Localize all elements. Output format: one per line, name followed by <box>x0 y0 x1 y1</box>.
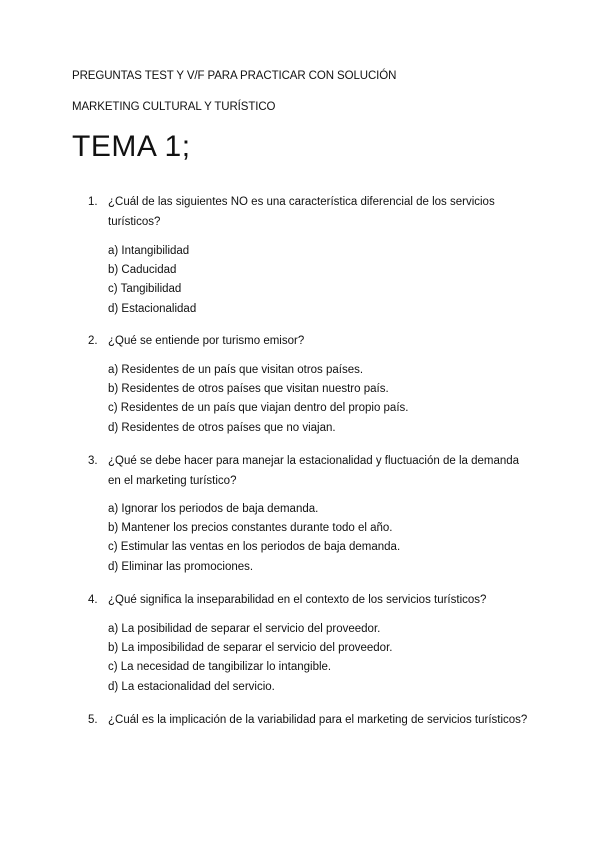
question-text: ¿Qué significa la inseparabilidad en el contexto de los servicios turísticos? <box>108 594 487 606</box>
question-text: ¿Cuál de las siguientes NO es una característica diferencial de los servicios turísticos? <box>108 196 495 228</box>
option: d) Residentes de otros países que no viajan. <box>108 421 336 434</box>
option: a) Intangibilidad <box>108 245 190 257</box>
question-text: ¿Qué se debe hacer para manejar la estacionalidad y fluctuación de la demanda en el marketing turístico? <box>108 455 520 487</box>
option: a) Residentes de un país que visitan otros países. <box>108 364 364 376</box>
question-number: 4. <box>88 594 98 606</box>
question-1-options <box>108 242 196 319</box>
option: c) La necesidad de tangibilizar lo intangible. <box>108 661 332 674</box>
question-number: 2. <box>88 335 98 347</box>
document-header-line2: MARKETING CULTURAL Y TURÍSTICO <box>72 101 276 113</box>
question-4-options <box>108 620 392 697</box>
option: a) La posibilidad de separar el servicio del proveedor. <box>108 623 381 635</box>
document-header-line1: PREGUNTAS TEST Y V/F PARA PRACTICAR CON SOLUCIÓN <box>72 70 397 82</box>
option: c) Residentes de un país que viajan dentro del propio país. <box>108 402 409 415</box>
option: b) Mantener los precios constantes durante todo el año. <box>108 522 393 535</box>
question-text: ¿Cuál es la implicación de la variabilidad para el marketing de servicios turísticos? <box>108 714 528 726</box>
question-number: 1. <box>88 196 98 208</box>
option: b) La imposibilidad de separar el servicio del proveedor. <box>108 642 393 655</box>
page-title: TEMA 1; <box>72 130 191 163</box>
option: a) Ignorar los periodos de baja demanda. <box>108 503 319 515</box>
question-number: 5. <box>88 714 98 726</box>
question-2-options <box>108 361 408 438</box>
option: d) Eliminar las promociones. <box>108 560 254 573</box>
option: c) Estimular las ventas en los periodos de baja demanda. <box>108 541 401 554</box>
option: d) Estacionalidad <box>108 302 197 315</box>
option: b) Caducidad <box>108 264 177 277</box>
question-3-options <box>108 500 400 577</box>
question-number: 3. <box>88 455 98 467</box>
option: b) Residentes de otros países que visitan nuestro país. <box>108 383 389 396</box>
question-text: ¿Qué se entiende por turismo emisor? <box>108 335 305 347</box>
option: c) Tangibilidad <box>108 283 182 296</box>
option: d) La estacionalidad del servicio. <box>108 680 275 693</box>
